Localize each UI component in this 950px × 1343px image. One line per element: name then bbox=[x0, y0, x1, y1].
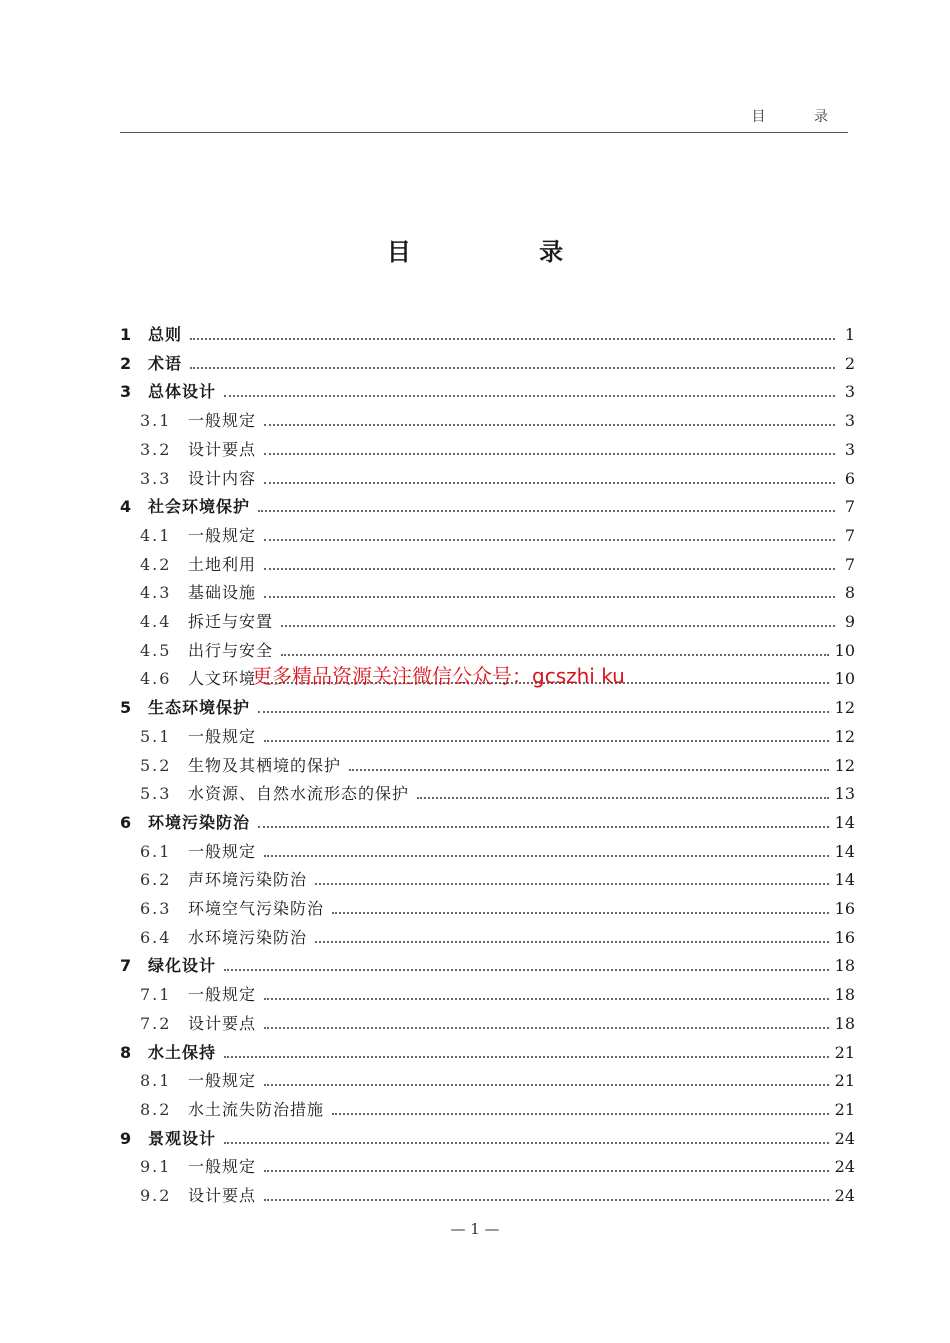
toc-section-entry[interactable] bbox=[120, 468, 855, 490]
toc-entry-page: 1 bbox=[844, 325, 855, 344]
toc-section-entry[interactable] bbox=[120, 439, 855, 461]
toc-entry-page: 8 bbox=[844, 583, 855, 603]
toc-section-entry[interactable] bbox=[120, 1185, 855, 1207]
toc-section-entry[interactable] bbox=[120, 898, 855, 920]
dot-leader bbox=[264, 1027, 829, 1029]
dot-leader bbox=[190, 338, 835, 340]
toc-entry-page: 24 bbox=[834, 1128, 855, 1148]
running-head: 目 录 bbox=[751, 109, 850, 125]
toc-entry-number: 5 bbox=[120, 698, 132, 718]
toc-chapter-entry[interactable] bbox=[120, 955, 855, 977]
toc-entry-number: 4.3 bbox=[140, 583, 172, 603]
toc-entry-title: 水资源、自然水流形态的保护 bbox=[188, 784, 410, 804]
dot-leader bbox=[332, 1113, 829, 1115]
toc-chapter-entry[interactable] bbox=[120, 1128, 855, 1150]
toc-section-entry[interactable] bbox=[120, 841, 855, 863]
dot-leader bbox=[349, 769, 829, 771]
dot-leader bbox=[264, 1199, 829, 1201]
toc-entry-page: 14 bbox=[834, 841, 855, 861]
toc-entry-title: 拆迁与安置 bbox=[188, 612, 274, 631]
toc-entry-title: 一般规定 bbox=[188, 726, 257, 746]
toc-entry-page: 21 bbox=[834, 1042, 855, 1062]
toc-entry-title: 术语 bbox=[148, 353, 183, 373]
dot-leader bbox=[315, 941, 829, 943]
toc-entry-number: 6.3 bbox=[140, 899, 172, 918]
toc-entry-title: 水环境污染防治 bbox=[188, 927, 308, 947]
toc-section-entry[interactable] bbox=[120, 984, 855, 1006]
toc-entry-title: 设计要点 bbox=[188, 1013, 257, 1033]
toc-entry-title: 设计要点 bbox=[188, 1186, 257, 1205]
toc-entry-title: 声环境污染防治 bbox=[188, 870, 308, 890]
toc-entry-title: 设计内容 bbox=[188, 468, 257, 488]
toc-entry-page: 13 bbox=[834, 784, 855, 804]
toc-section-entry[interactable] bbox=[120, 1013, 855, 1035]
dot-leader bbox=[281, 654, 829, 656]
toc-entry-page: 3 bbox=[844, 382, 855, 402]
toc-chapter-entry[interactable] bbox=[120, 1042, 855, 1064]
toc-section-entry[interactable] bbox=[120, 640, 855, 662]
toc-entry-title: 社会环境保护 bbox=[148, 497, 251, 517]
toc-entry-page: 7 bbox=[844, 525, 855, 545]
toc-entry-number: 5.2 bbox=[140, 755, 172, 775]
toc-section-entry[interactable] bbox=[120, 611, 855, 633]
toc-section-entry[interactable] bbox=[120, 726, 855, 748]
toc-entry-page: 3 bbox=[844, 411, 855, 431]
toc-entry-number: 5.1 bbox=[140, 726, 172, 746]
dot-leader bbox=[224, 1142, 829, 1144]
toc-chapter-entry[interactable] bbox=[120, 324, 855, 346]
toc-entry-page: 12 bbox=[834, 755, 855, 775]
toc-entry-title: 一般规定 bbox=[188, 841, 257, 861]
toc-entry-number: 7 bbox=[120, 956, 132, 976]
toc-section-entry[interactable] bbox=[120, 869, 855, 891]
toc-entry-title: 绿化设计 bbox=[148, 956, 217, 976]
dot-leader bbox=[264, 740, 829, 742]
page-number: — 1 — bbox=[450, 1220, 500, 1238]
dot-leader bbox=[264, 539, 835, 541]
toc-entry-number: 3.3 bbox=[140, 468, 172, 488]
toc-section-entry[interactable] bbox=[120, 927, 855, 949]
dot-leader bbox=[224, 395, 835, 397]
dot-leader bbox=[264, 424, 835, 426]
toc-entry-number: 5.3 bbox=[140, 784, 172, 804]
dot-leader bbox=[264, 568, 835, 570]
toc-section-entry[interactable] bbox=[120, 582, 855, 604]
toc-entry-title: 生物及其栖境的保护 bbox=[188, 755, 342, 775]
toc-section-entry[interactable] bbox=[120, 410, 855, 432]
toc-entry-number: 2 bbox=[120, 353, 132, 373]
toc-section-entry[interactable] bbox=[120, 1070, 855, 1092]
toc-entry-title: 环境污染防治 bbox=[148, 812, 251, 832]
toc-entry-title: 设计要点 bbox=[188, 439, 257, 459]
toc-entry-title: 总体设计 bbox=[148, 382, 217, 402]
toc-entry-page: 18 bbox=[834, 956, 855, 976]
toc-section-entry[interactable] bbox=[120, 755, 855, 777]
toc-entry-number: 4.6 bbox=[140, 669, 172, 689]
toc-entry-page: 16 bbox=[834, 899, 855, 918]
toc-entry-page: 7 bbox=[844, 497, 855, 517]
toc-chapter-entry[interactable] bbox=[120, 353, 855, 375]
toc-entry-page: 10 bbox=[834, 640, 855, 660]
toc-section-entry[interactable] bbox=[120, 554, 855, 576]
dot-leader bbox=[264, 998, 829, 1000]
toc-entry-page: 6 bbox=[844, 468, 855, 488]
dot-leader bbox=[264, 453, 835, 455]
toc-entry-title: 人文环境 bbox=[188, 669, 257, 689]
toc-chapter-entry[interactable] bbox=[120, 697, 855, 719]
toc-entry-number: 9.1 bbox=[140, 1157, 172, 1177]
toc-entry-page: 2 bbox=[844, 353, 855, 373]
toc-section-entry[interactable] bbox=[120, 525, 855, 547]
toc-entry-number: 1 bbox=[120, 325, 132, 344]
toc-entry-title: 水土保持 bbox=[148, 1042, 217, 1062]
toc-entry-page: 21 bbox=[834, 1071, 855, 1091]
toc-entry-page: 18 bbox=[834, 985, 855, 1005]
toc-entry-number: 7.2 bbox=[140, 1013, 172, 1033]
toc-entry-number: 9.2 bbox=[140, 1186, 172, 1205]
dot-leader bbox=[258, 510, 835, 512]
toc-entry-page: 10 bbox=[834, 669, 855, 689]
toc-entry-number: 8.1 bbox=[140, 1071, 172, 1091]
toc-entry-number: 6.2 bbox=[140, 870, 172, 890]
dot-leader bbox=[224, 969, 829, 971]
dot-leader bbox=[264, 855, 829, 857]
toc-entry-number: 3.2 bbox=[140, 439, 172, 459]
dot-leader bbox=[264, 596, 835, 598]
toc-entry-number: 6.4 bbox=[140, 927, 172, 947]
toc-section-entry[interactable] bbox=[120, 783, 855, 805]
toc-chapter-entry[interactable] bbox=[120, 812, 855, 834]
toc-entry-number: 6.1 bbox=[140, 841, 172, 861]
toc-chapter-entry[interactable] bbox=[120, 381, 855, 403]
toc-entry-number: 3 bbox=[120, 382, 132, 402]
toc-entry-page: 24 bbox=[834, 1157, 855, 1177]
dot-leader bbox=[224, 1056, 829, 1058]
toc-entry-number: 4.1 bbox=[140, 525, 172, 545]
dot-leader bbox=[332, 912, 829, 914]
toc-entry-title: 一般规定 bbox=[188, 525, 257, 545]
dot-leader bbox=[190, 367, 835, 369]
toc-entry-page: 14 bbox=[834, 812, 855, 832]
dot-leader bbox=[264, 1170, 829, 1172]
toc-entry-page: 14 bbox=[834, 870, 855, 890]
toc-entry-page: 9 bbox=[844, 612, 855, 631]
toc-entry-number: 8.2 bbox=[140, 1099, 172, 1119]
toc-entry-title: 出行与安全 bbox=[188, 640, 274, 660]
toc-entry-number: 4.4 bbox=[140, 612, 172, 631]
toc-entry-page: 24 bbox=[834, 1186, 855, 1205]
toc-entry-page: 3 bbox=[844, 439, 855, 459]
watermark-text: 更多精品资源关注微信公众号：gcszhi ku bbox=[252, 664, 625, 688]
toc-entry-title: 土地利用 bbox=[188, 554, 257, 574]
toc-entry-number: 9 bbox=[120, 1128, 132, 1148]
toc-entry-title: 景观设计 bbox=[148, 1128, 217, 1148]
toc-entry-number: 3.1 bbox=[140, 411, 172, 431]
toc-entry-title: 一般规定 bbox=[188, 411, 257, 431]
toc-entry-page: 16 bbox=[834, 927, 855, 947]
toc-entry-page: 7 bbox=[844, 554, 855, 574]
toc-entry-title: 一般规定 bbox=[188, 1071, 257, 1091]
dot-leader bbox=[281, 625, 835, 627]
toc-section-entry[interactable] bbox=[120, 1156, 855, 1178]
dot-leader bbox=[417, 797, 829, 799]
toc-section-entry[interactable] bbox=[120, 1099, 855, 1121]
dot-leader bbox=[264, 1084, 829, 1086]
toc-entry-title: 一般规定 bbox=[188, 985, 257, 1005]
dot-leader bbox=[264, 482, 835, 484]
toc-entry-number: 7.1 bbox=[140, 985, 172, 1005]
toc-entry-number: 4.2 bbox=[140, 554, 172, 574]
toc-entry-number: 4.5 bbox=[140, 640, 172, 660]
page-title: 目 录 bbox=[386, 238, 624, 266]
dot-leader bbox=[258, 826, 829, 828]
toc-entry-title: 环境空气污染防治 bbox=[188, 899, 325, 918]
toc-entry-number: 6 bbox=[120, 812, 132, 832]
toc-entry-page: 12 bbox=[834, 726, 855, 746]
dot-leader bbox=[258, 711, 829, 713]
toc-entry-title: 生态环境保护 bbox=[148, 698, 251, 718]
toc-entry-title: 总则 bbox=[148, 325, 183, 344]
toc-entry-page: 12 bbox=[834, 698, 855, 718]
toc-chapter-entry[interactable] bbox=[120, 496, 855, 518]
toc-entry-number: 8 bbox=[120, 1042, 132, 1062]
dot-leader bbox=[315, 883, 829, 885]
toc-entry-title: 一般规定 bbox=[188, 1157, 257, 1177]
toc-entry-page: 18 bbox=[834, 1013, 855, 1033]
toc-entry-title: 水土流失防治措施 bbox=[188, 1099, 325, 1119]
toc-entry-page: 21 bbox=[834, 1099, 855, 1119]
toc-entry-number: 4 bbox=[120, 497, 132, 517]
toc-entry-title: 基础设施 bbox=[188, 583, 257, 603]
